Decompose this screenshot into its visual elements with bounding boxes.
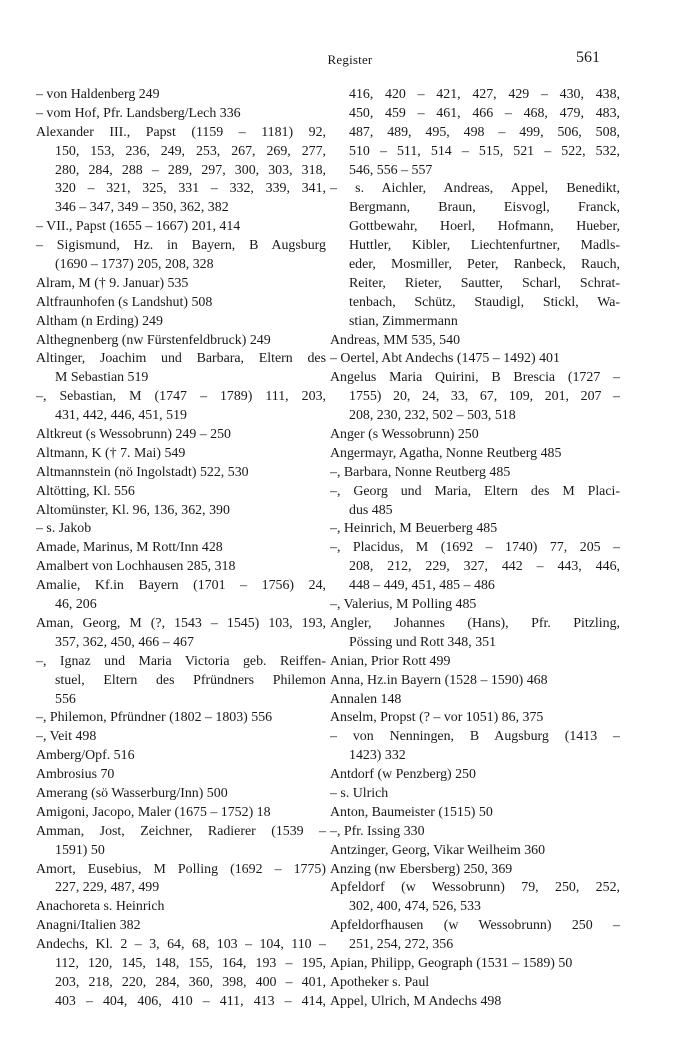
index-entry-line: Antzinger, Georg, Vikar Weilheim 360 [330,842,546,858]
index-entry-line: eder, Mosmiller, Peter, Ranbeck, Rauch, [349,257,620,273]
index-entry-line: – vom Hof, Pfr. Landsberg/Lech 336 [36,105,241,121]
index-entry-line: Anna, Hz.in Bayern (1528 – 1590) 468 [330,672,548,688]
index-entry-line: – VII., Papst (1655 – 1667) 201, 414 [36,219,241,235]
index-entry-line: Amalbert von Lochhausen 285, 318 [36,559,236,575]
index-entry-line: 431, 442, 446, 451, 519 [55,408,187,424]
index-entry-line: Apfeldorf (w Wessobrunn) 79, 250, 252, [330,880,620,896]
index-entry-line: –, Placidus, M (1692 – 1740) 77, 205 – [330,540,620,556]
index-entry-line: 112, 120, 145, 148, 155, 164, 193 – 195, [55,955,326,971]
index-entry-line: –, Pfr. Issing 330 [330,823,425,839]
index-entry-line: Apian, Philipp, Geograph (1531 – 1589) 50 [330,955,573,971]
index-entry-line: 280, 284, 288 – 289, 297, 300, 303, 318, [55,162,326,178]
index-entry-line: – Oertel, Abt Andechs (1475 – 1492) 401 [330,351,560,367]
index-entry-line: 1423) 332 [349,748,406,764]
index-entry-line: 357, 362, 450, 466 – 467 [55,634,194,650]
index-entry-line: 208, 212, 229, 327, 442 – 443, 446, [349,559,620,575]
index-entry-line: Althegnenberg (nw Fürstenfeldbruck) 249 [36,332,271,348]
index-entry-line: Anger (s Wessobrunn) 250 [330,427,479,443]
index-entry-line: Amade, Marinus, M Rott/Inn 428 [36,540,223,556]
index-entry-line: 546, 556 – 557 [349,162,433,178]
index-entry-line: –, Barbara, Nonne Reutberg 485 [330,464,511,480]
index-entry-line: 346 – 347, 349 – 350, 362, 382 [55,200,229,216]
index-entry-line: 251, 254, 272, 356 [349,937,454,953]
index-entry-line: stuel, Eltern des Pfründners Philemon [55,672,326,688]
page-number: 561 [576,49,600,66]
index-entry-line: 403 – 404, 406, 410 – 411, 413 – 414, [55,993,326,1009]
index-entry-line: 150, 153, 236, 249, 253, 267, 269, 277, [55,143,326,159]
index-entry-line: Anzing (nw Ebersberg) 250, 369 [330,861,513,877]
index-entry-line: Anachoreta s. Heinrich [36,899,165,915]
index-entry-line: 203, 218, 220, 284, 360, 398, 400 – 401, [55,974,326,990]
index-entry-line: Anton, Baumeister (1515) 50 [330,804,493,820]
index-entry-line: –, Veit 498 [36,729,97,745]
index-entry-line: Huttler, Kibler, Liechtenfurtner, Madls- [349,238,620,254]
index-entry-line: Altkreut (s Wessobrunn) 249 – 250 [36,427,232,443]
index-entry-line: – Sigismund, Hz. in Bayern, B Augsburg [36,238,326,254]
index-entry-line: – s. Aichler, Andreas, Appel, Benedikt, [330,181,620,197]
index-entry-line: Angelus Maria Quirini, B Brescia (1727 – [330,370,620,386]
index-entry-line: Apotheker s. Paul [330,974,430,990]
index-entry-line: 416, 420 – 421, 427, 429 – 430, 438, [349,87,620,102]
index-entry-line: Altmann, K († 7. Mai) 549 [36,445,186,461]
index-entry-line: Amigoni, Jacopo, Maler (1675 – 1752) 18 [36,804,271,820]
index-entry-line: 208, 230, 232, 502 – 503, 518 [349,408,516,424]
index-entry-line: Andechs, Kl. 2 – 3, 64, 68, 103 – 104, 110 – [36,937,326,953]
index-entry-line: Bergmann, Braun, Eisvogl, Franck, [349,200,620,216]
index-entry-line: Altmannstein (nö Ingolstadt) 522, 530 [36,464,249,480]
index-entry-line: – von Haldenberg 249 [36,87,160,102]
index-entry-line: Ambrosius 70 [36,767,115,783]
index-entry-line: –, Valerius, M Polling 485 [330,597,477,613]
index-entry-line: 510 – 511, 514 – 515, 521 – 522, 532, [349,143,620,159]
index-entry-line: –, Ignaz und Maria Victoria geb. Reiffen- [36,653,326,669]
index-entry-line: Aman, Georg, M (?, 1543 – 1545) 103, 193, [36,615,326,631]
index-entry-line: 450, 459 – 461, 466 – 468, 479, 483, [349,105,620,121]
index-entry-line: – von Nenningen, B Augsburg (1413 – [330,729,620,745]
index-entry-line: Angermayr, Agatha, Nonne Reutberg 485 [330,445,562,461]
index-entry-line: 227, 229, 487, 499 [55,880,160,896]
index-entry-line: Alexander III., Papst (1159 – 1181) 92, [36,124,326,140]
index-entry-line: 487, 489, 495, 498 – 499, 506, 508, [349,124,620,140]
index-entry-line: Altham (n Erding) 249 [36,313,163,329]
index-entry-line: Apfeldorfhausen (w Wessobrunn) 250 – [330,918,620,934]
index-entry-line: –, Sebastian, M (1747 – 1789) 111, 203, [36,389,326,405]
index-entry-line: 1591) 50 [55,842,105,858]
running-header: Register [327,52,373,67]
index-entry-line: 46, 206 [55,597,97,613]
right-index-column [330,86,620,1012]
index-entry-line: (1690 – 1737) 205, 208, 328 [55,257,214,273]
index-entry-line: M Sebastian 519 [55,370,149,386]
index-entry-line: Amort, Eusebius, M Polling (1692 – 1775) [36,861,326,877]
index-entry-line: Pössing und Rott 348, 351 [349,634,497,650]
index-entry-line: Anselm, Propst (? – vor 1051) 86, 375 [330,710,544,726]
index-entry-line: 448 – 449, 451, 485 – 486 [349,578,495,594]
index-entry-line: 556 [55,691,76,707]
index-entry-line: Annalen 148 [330,691,402,707]
index-entry-line: Altfraunhofen (s Landshut) 508 [36,294,213,310]
index-entry-line: Angler, Johannes (Hans), Pfr. Pitzling, [330,615,620,631]
index-entry-line: Amalie, Kf.in Bayern (1701 – 1756) 24, [36,578,326,594]
index-entry-line: Amman, Jost, Zeichner, Radierer (1539 – [36,823,326,839]
index-entry-line: 1755) 20, 24, 33, 67, 109, 201, 207 – [349,389,620,405]
index-entry-line: Antdorf (w Penzberg) 250 [330,767,476,783]
index-entry-line: Alram, M († 9. Januar) 535 [36,275,189,291]
left-index-column [36,86,326,1012]
index-entry-line: 302, 400, 474, 526, 533 [349,899,481,915]
index-entry-line: Amerang (sö Wasserburg/Inn) 500 [36,785,228,801]
index-entry-line: –, Philemon, Pfründner (1802 – 1803) 556 [36,710,273,726]
index-entry-line: tenbach, Schütz, Staudigl, Stickl, Wa- [349,294,620,310]
index-entry-line: Gottbewahr, Hoerl, Hofmann, Hueber, [349,219,620,235]
index-entry-line: Altinger, Joachim und Barbara, Eltern des [36,351,326,367]
index-entry-line: Andreas, MM 535, 540 [330,332,461,348]
index-entry-line: Anian, Prior Rott 499 [330,653,451,669]
index-entry-line: –, Heinrich, M Beuerberg 485 [330,521,498,537]
index-entry-line: 320 – 321, 325, 331 – 332, 339, 341, [55,181,326,197]
index-entry-line: stian, Zimmermann [349,313,458,329]
index-entry-line: Anagni/Italien 382 [36,918,141,934]
index-entry-line: Altomünster, Kl. 96, 136, 362, 390 [36,502,230,518]
index-entry-line: Reiter, Rieter, Sautter, Scharl, Schrat- [349,275,620,291]
index-entry-line: – s. Jakob [36,521,92,537]
index-entry-line: Altötting, Kl. 556 [36,483,135,499]
index-entry-line: Amberg/Opf. 516 [36,748,135,764]
index-entry-line: dus 485 [349,502,393,518]
index-entry-line: Appel, Ulrich, M Andechs 498 [330,993,502,1009]
index-entry-line: –, Georg und Maria, Eltern des M Placi- [330,483,620,499]
index-entry-line: – s. Ulrich [330,785,389,801]
